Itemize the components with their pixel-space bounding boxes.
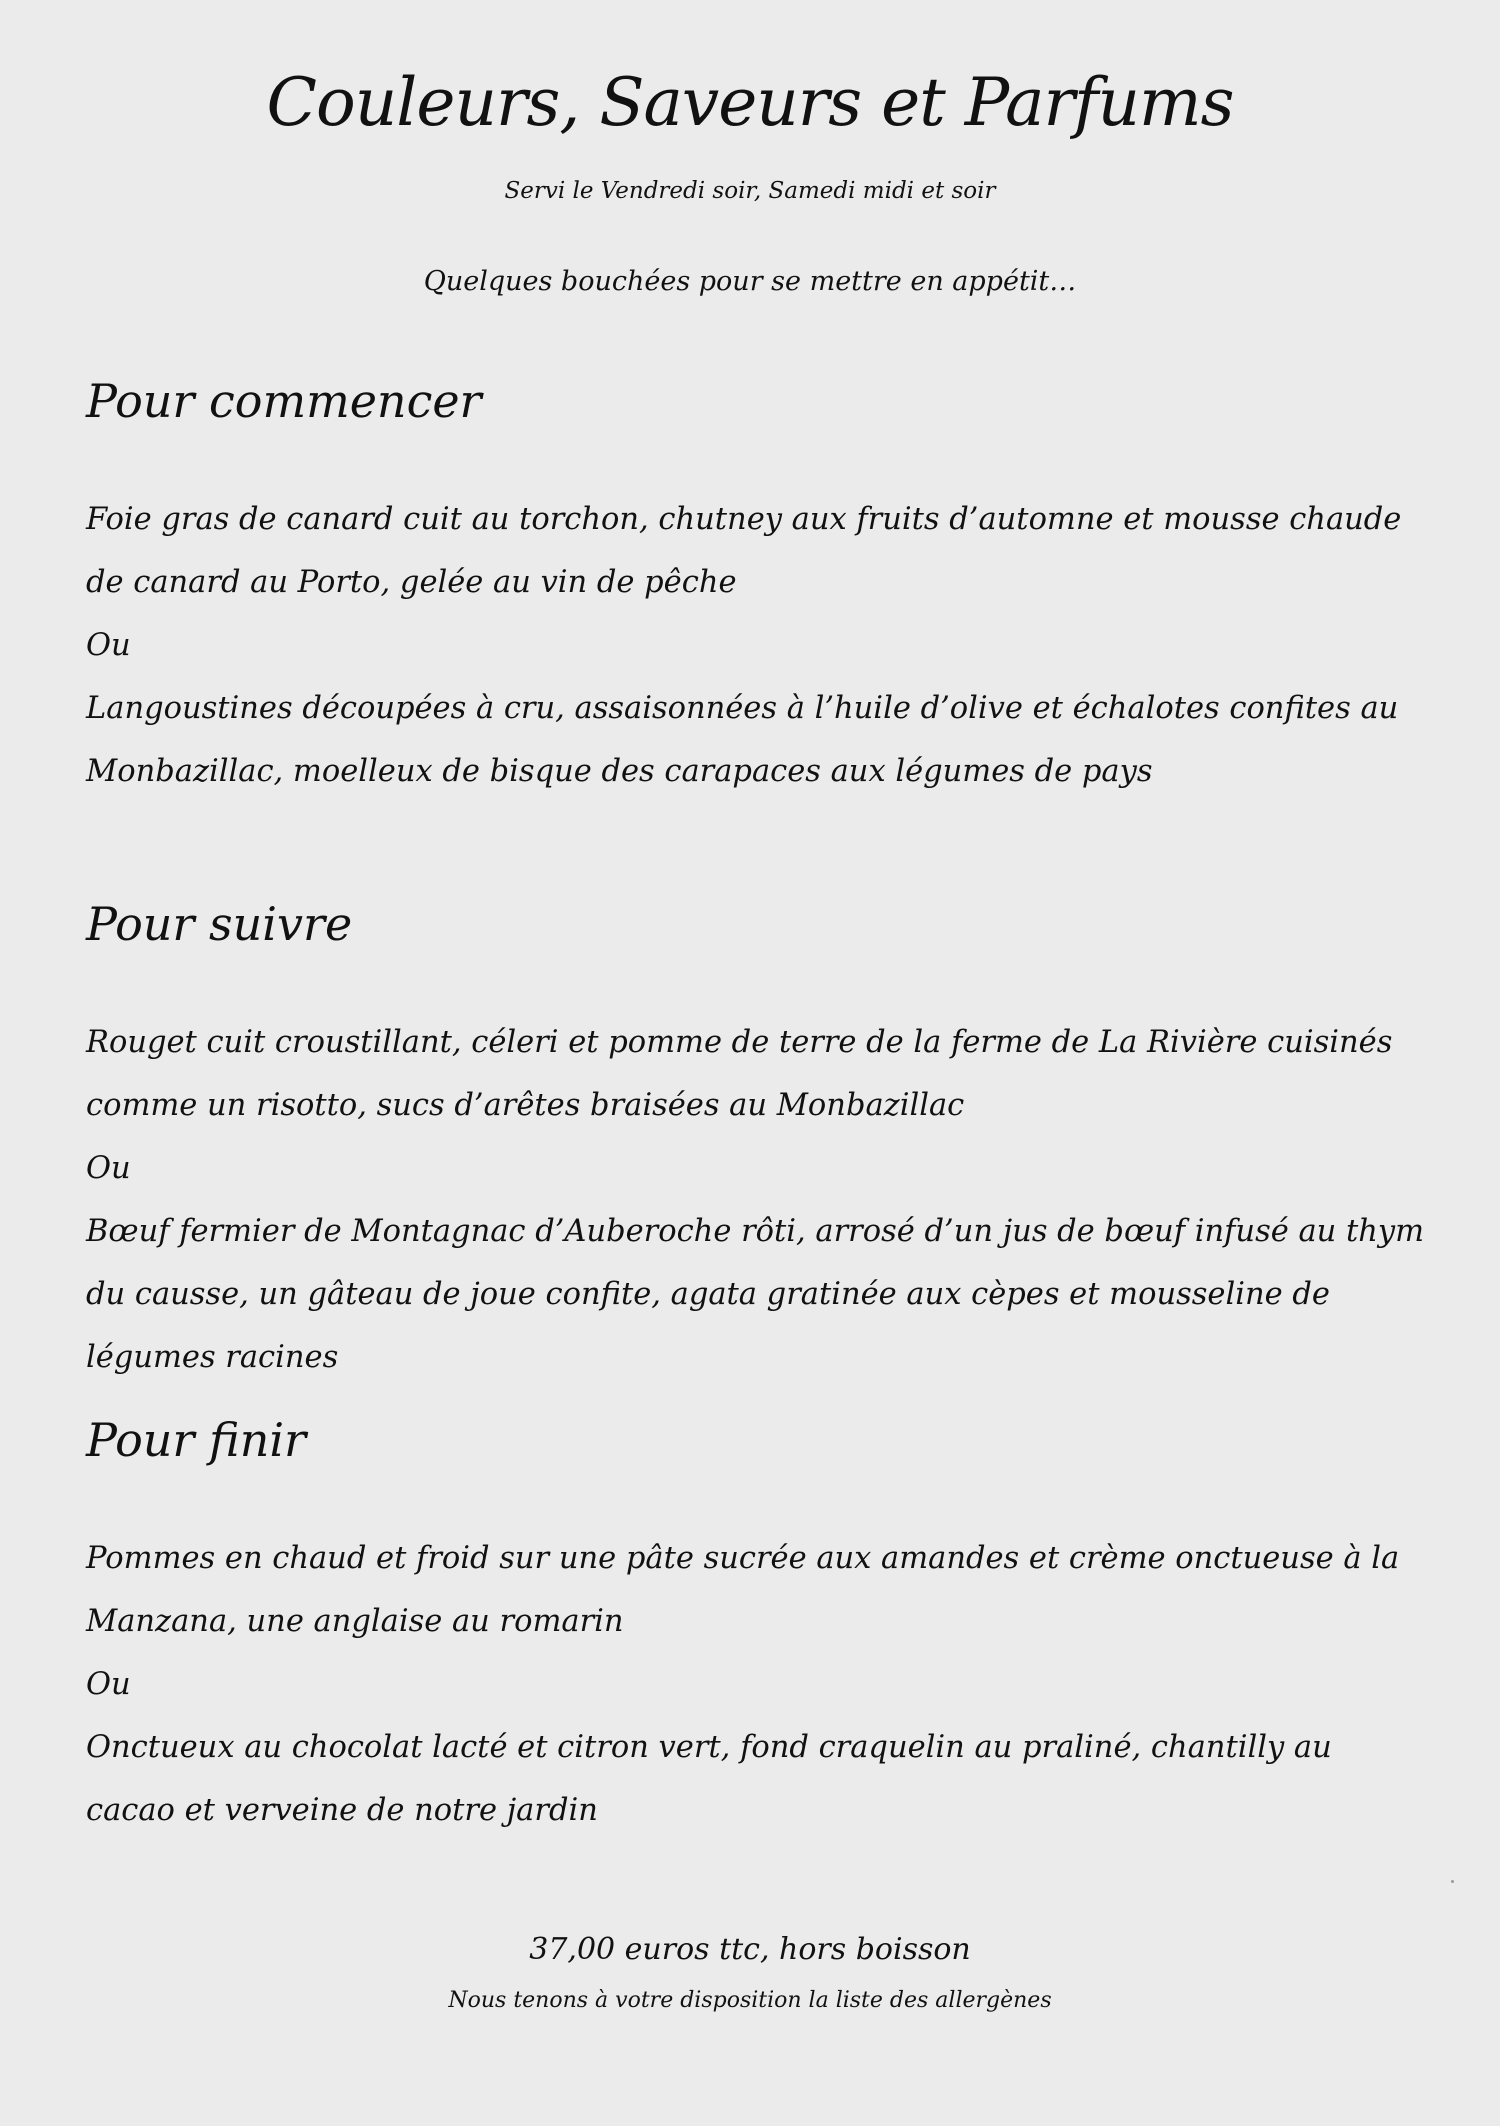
dish-list [86,1011,1426,1389]
dish-item: Foie gras de canard cuit au torchon, chutney aux fruits d’automne et mousse chaude de canard au Porto, gelée au vin de pêche [86,502,1402,600]
dish-item: Bœuf fermier de Montagnac d’Auberoche rôti, arrosé d’un jus de bœuf infusé au thym du causse, un gâteau de joue confite, agata gratinée aux cèpes et mousseline de légumes racines [86,1214,1425,1375]
amuse-bouche-note: Quelques bouchées pour se mettre en appétit… [423,266,1077,297]
section-mains [86,891,1426,1389]
dish-item: Langoustines découpées à cru, assaisonnées à l’huile d’olive et échalotes confites au Monbazillac, moelleux de bisque des carapaces aux légumes de pays [86,691,1399,789]
section-heading: Pour finir [86,1413,307,1467]
dish-list [86,488,1426,803]
dish-item: Pommes en chaud et froid sur une pâte sucrée aux amandes et crème onctueuse à la Manzana, une anglaise au romarin [86,1541,1400,1639]
section-starters [86,368,1426,803]
dish-item: Rouget cuit croustillant, céleri et pomme de terre de la ferme de La Rivière cuisinés comme un risotto, sucs d’arêtes braisées au Monbazillac [86,1025,1393,1123]
paper-speck [1451,1880,1454,1883]
dish-list [86,1527,1426,1842]
dish-item: Onctueux au chocolat lacté et citron vert, fond craquelin au praliné, chantilly au cacao et verveine de notre jardin [86,1730,1332,1828]
section-heading: Pour suivre [86,897,353,951]
or-separator: Ou [86,1151,131,1186]
or-separator: Ou [86,1667,131,1702]
or-separator: Ou [86,628,131,663]
service-times: Servi le Vendredi soir, Samedi midi et soir [504,178,996,204]
menu-price: 37,00 euros ttc, hors boisson [529,1932,971,1967]
menu-title: Couleurs, Saveurs et Parfums [266,64,1234,141]
section-desserts [86,1407,1426,1842]
section-heading: Pour commencer [86,374,482,428]
allergen-notice: Nous tenons à votre disposition la liste des allergènes [448,1988,1052,2013]
